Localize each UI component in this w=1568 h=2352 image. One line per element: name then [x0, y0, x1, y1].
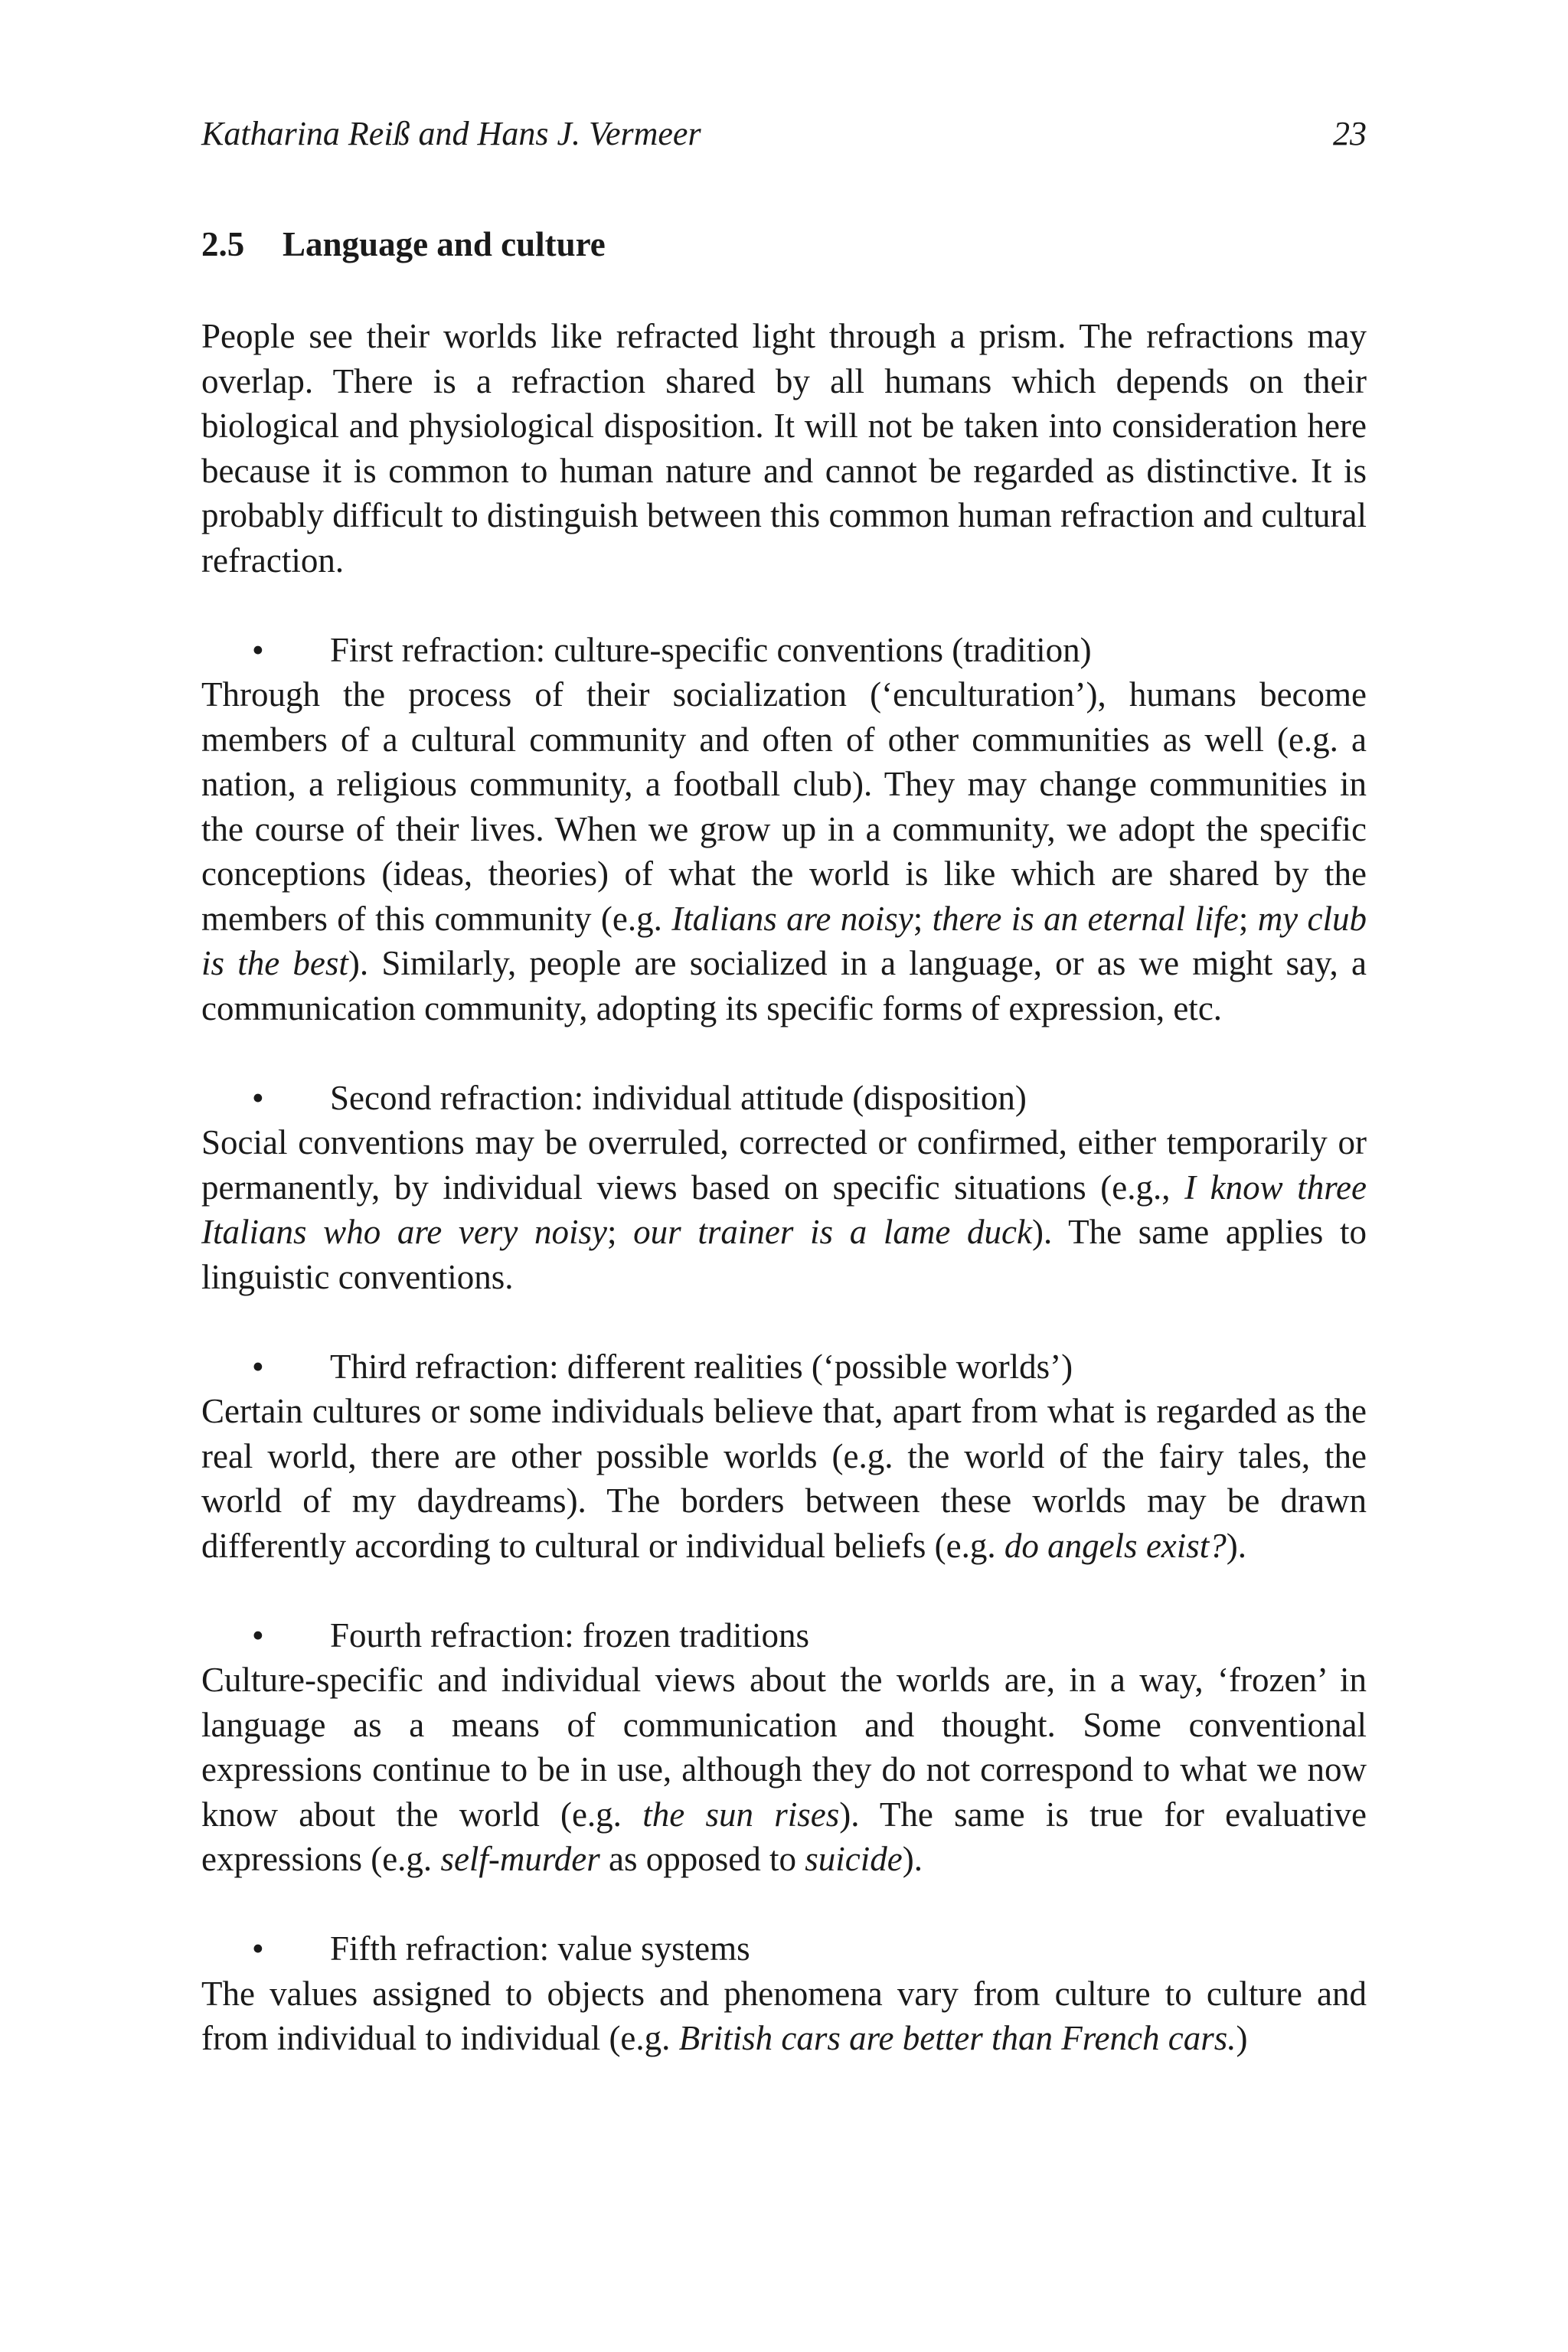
intro-paragraph: People see their worlds like refracted light through a prism. The refractions may overlap. There is a refraction shared by all humans which depends on their biological and physiological disposition. It will not be taken into consideration here because it is common to human nature and cannot be regarded as distinctive. It is probably difficult to distinguish between this common human refraction and cultural refraction. — [201, 317, 1367, 580]
bullet-icon: • — [252, 1929, 264, 1968]
text-run: Culture-specific and individual views about the worlds are, in a way, ‘frozen’ in language as a means of communication and thought. Some conventional expressions continue to be in use, although they do not correspond to what we now know about the world (e.g. — [201, 1661, 1367, 1834]
text-run: ; — [1238, 899, 1258, 938]
text-run: ; — [606, 1213, 634, 1251]
refraction-heading: Fifth refraction: value systems — [330, 1929, 750, 1968]
italic-example: I know three Italians who are very noisy — [201, 1168, 1367, 1251]
italic-example: our trainer is a lame duck — [633, 1213, 1032, 1251]
refraction-block-3 — [201, 1344, 1367, 1569]
running-head-author: Katharina Reiß and Hans J. Vermeer — [201, 115, 701, 152]
text-run: ). The same applies to linguistic conventions. — [201, 1213, 1367, 1296]
refraction-heading: Fourth refraction: frozen traditions — [330, 1615, 810, 1655]
text-run: Certain cultures or some individuals believe that, apart from what is regarded as the real world, there are other possible worlds (e.g. the world of the fairy tales, the world of my daydreams). The borders between these worlds may be drawn differently according to cultural or individual beliefs (e.g. — [201, 1392, 1367, 1565]
refraction-text — [201, 1389, 1367, 1568]
text-run: ). — [902, 1840, 923, 1878]
page-number: 23 — [1333, 115, 1367, 152]
text-run: The values assigned to objects and phenomena vary from culture to culture and from individual to individual (e.g. — [201, 1974, 1367, 2057]
section-title: Language and culture — [283, 225, 606, 263]
bullet-item — [201, 1926, 1367, 1971]
refraction-text — [201, 1658, 1367, 1882]
body-text — [201, 314, 1367, 2105]
refraction-block-4 — [201, 1613, 1367, 1882]
text-run: ). The same is true for evaluative expressions (e.g. — [201, 1795, 1367, 1878]
refraction-block-1 — [201, 628, 1367, 1031]
bullet-item — [201, 628, 1367, 673]
bullet-icon: • — [252, 1615, 264, 1655]
italic-example: my club is the best — [201, 899, 1367, 982]
text-run: as opposed to — [599, 1840, 805, 1878]
section-heading — [201, 220, 606, 269]
italic-example: British cars are better than French cars. — [678, 2019, 1236, 2057]
italic-example: Italians are noisy — [671, 899, 913, 938]
bullet-icon: • — [252, 1347, 264, 1386]
bullet-icon: • — [252, 1078, 264, 1117]
refraction-text — [201, 672, 1367, 1031]
section-number: 2.5 — [201, 225, 245, 263]
text-run: Through the process of their socialization (‘enculturation’), humans become members of a cultural community and often of other communities as well (e.g. a nation, a religious community, a football club). They may change communities in the course of their lives. When we grow up in a community, we adopt the specific conceptions (ideas, theories) of what the world is like which are shared by the members of this community (e.g. — [201, 675, 1367, 938]
text-run: ; — [913, 899, 933, 938]
running-head — [201, 107, 1367, 161]
italic-example: the sun rises — [642, 1795, 840, 1834]
text-run: ) — [1236, 2019, 1248, 2057]
refraction-heading: Second refraction: individual attitude (disposition) — [330, 1078, 1027, 1117]
text-run: ). — [1226, 1526, 1247, 1565]
bullet-item — [201, 1344, 1367, 1390]
refraction-text — [201, 1120, 1367, 1299]
refraction-block-5 — [201, 1926, 1367, 2061]
text-run: ). Similarly, people are socialized in a language, or as we might say, a communication community, adopting its specific forms of expression, etc. — [201, 944, 1367, 1027]
bullet-item — [201, 1076, 1367, 1121]
italic-example: do angels exist? — [1004, 1526, 1227, 1565]
refraction-heading: First refraction: culture-specific conventions (tradition) — [330, 630, 1092, 669]
refraction-heading: Third refraction: different realities (‘possible worlds’) — [330, 1347, 1073, 1386]
refraction-block-2 — [201, 1076, 1367, 1300]
italic-example: there is an eternal life — [932, 899, 1239, 938]
italic-example: self-murder — [440, 1840, 600, 1878]
text-run: Social conventions may be overruled, corrected or confirmed, either temporarily or permanently, by individual views based on specific situations (e.g., — [201, 1123, 1367, 1207]
italic-example: suicide — [805, 1840, 903, 1878]
bullet-item — [201, 1613, 1367, 1658]
refraction-text — [201, 1971, 1367, 2061]
bullet-icon: • — [252, 630, 264, 669]
